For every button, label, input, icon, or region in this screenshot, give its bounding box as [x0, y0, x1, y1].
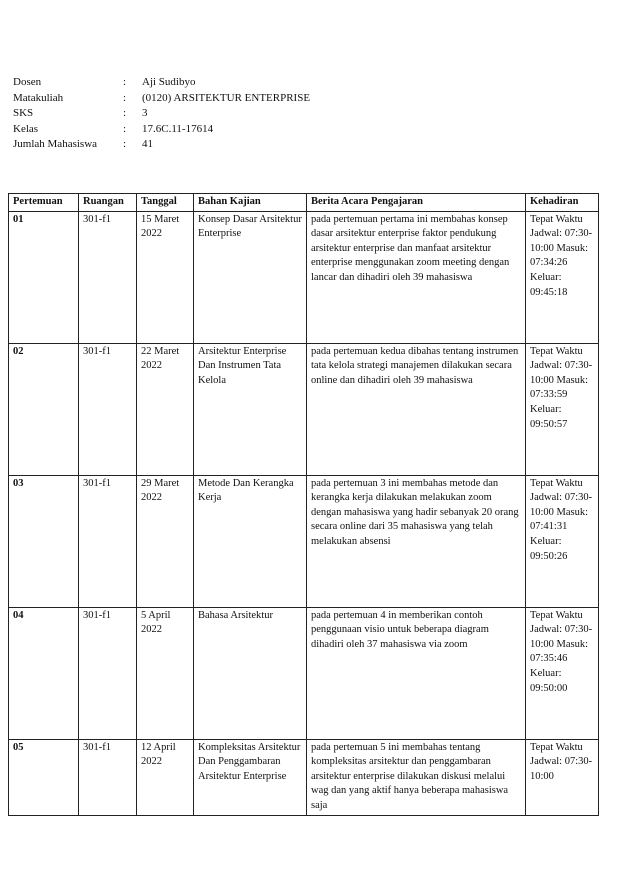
info-row-matakuliah — [13, 91, 310, 107]
cell-ruangan: 301-f1 — [79, 607, 137, 739]
cell-ruangan: 301-f1 — [79, 475, 137, 607]
header-ruangan: Ruangan — [79, 194, 137, 212]
cell-bahan-kajian: Bahasa Arsitektur — [194, 607, 307, 739]
header-pertemuan: Pertemuan — [9, 194, 79, 212]
cell-ruangan: 301-f1 — [79, 739, 137, 815]
cell-berita-acara: pada pertemuan kedua dibahas tentang instrumen tata kelola strategi manajemen dilakukan secara online dan dihadiri oleh 39 mahasiswa — [307, 343, 526, 475]
cell-tanggal: 12 April 2022 — [137, 739, 194, 815]
cell-tanggal: 15 Maret 2022 — [137, 211, 194, 343]
info-value: 17.6C.11-17614 — [142, 122, 214, 135]
attendance-table — [8, 193, 599, 816]
cell-tanggal: 22 Maret 2022 — [137, 343, 194, 475]
cell-kehadiran: Tepat Waktu Jadwal: 07:30- 10:00 Masuk: 07:33:59 Keluar: 09:50:57 — [526, 343, 599, 475]
header-tanggal: Tanggal — [137, 194, 194, 212]
info-value: 41 — [142, 138, 153, 151]
info-row-jumlah-mahasiswa — [13, 137, 310, 153]
table-row — [9, 211, 599, 343]
info-row-sks — [13, 106, 310, 122]
cell-kehadiran: Tepat Waktu Jadwal: 07:30- 10:00 — [526, 739, 599, 815]
cell-tanggal: 29 Maret 2022 — [137, 475, 194, 607]
cell-pertemuan: 01 — [9, 211, 79, 343]
info-colon: : — [123, 138, 127, 151]
info-colon: : — [123, 91, 127, 104]
info-value: Aji Sudibyo — [142, 76, 196, 88]
info-colon: : — [123, 122, 127, 135]
info-colon: : — [123, 107, 127, 120]
cell-kehadiran: Tepat Waktu Jadwal: 07:30- 10:00 Masuk: 07:34:26 Keluar: 09:45:18 — [526, 211, 599, 343]
info-label: Dosen — [13, 76, 42, 88]
info-label: SKS — [13, 107, 34, 120]
cell-kehadiran: Tepat Waktu Jadwal: 07:30- 10:00 Masuk: 07:41:31 Keluar: 09:50:26 — [526, 475, 599, 607]
cell-tanggal: 5 April 2022 — [137, 607, 194, 739]
cell-bahan-kajian: Metode Dan Kerangka Kerja — [194, 475, 307, 607]
info-label: Matakuliah — [13, 91, 64, 104]
cell-kehadiran: Tepat Waktu Jadwal: 07:30- 10:00 Masuk: 07:35:46 Keluar: 09:50:00 — [526, 607, 599, 739]
info-value: 3 — [142, 107, 148, 120]
info-label: Kelas — [13, 122, 39, 135]
info-value: (0120) ARSITEKTUR ENTERPRISE — [142, 91, 311, 104]
header-bahan-kajian: Bahan Kajian — [194, 194, 307, 212]
cell-ruangan: 301-f1 — [79, 343, 137, 475]
cell-pertemuan: 05 — [9, 739, 79, 815]
cell-pertemuan: 02 — [9, 343, 79, 475]
cell-bahan-kajian: Konsep Dasar Arsitektur Enterprise — [194, 211, 307, 343]
table-header-row — [9, 194, 599, 212]
table-row — [9, 343, 599, 475]
info-colon: : — [123, 76, 127, 88]
table-row — [9, 607, 599, 739]
cell-berita-acara: pada pertemuan 4 in memberikan contoh penggunaan visio untuk beberapa diagram dihadiri oleh 37 mahasiswa via zoom — [307, 607, 526, 739]
cell-berita-acara: pada pertemuan 3 ini membahas metode dan kerangka kerja dilakukan melakukan zoom dengan mahasiswa yang hadir sebanyak 20 orang secara online dari 35 mahasiswa yang telah melakukan absensi — [307, 475, 526, 607]
cell-bahan-kajian: Arsitektur Enterprise Dan Instrumen Tata Kelola — [194, 343, 307, 475]
cell-bahan-kajian: Kompleksitas Arsitektur Dan Penggambaran Arsitektur Enterprise — [194, 739, 307, 815]
header-kehadiran: Kehadiran — [526, 194, 599, 212]
header-berita-acara: Berita Acara Pengajaran — [307, 194, 526, 212]
cell-berita-acara: pada pertemuan pertama ini membahas konsep dasar arsitektur enterprise faktor pendukung arsitektur enterprise dan manfaat arsitektur enterprise menggunakan zoom meeting dengan lancar dan dihadiri oleh 39 mahasiswa — [307, 211, 526, 343]
cell-pertemuan: 03 — [9, 475, 79, 607]
cell-berita-acara: pada pertemuan 5 ini membahas tentang kompleksitas arsitektur dan penggambaran arsitektur enterprise dilakukan diskusi melalui wag dan yang aktif hanya beberapa mahasiswa saja — [307, 739, 526, 815]
table-row — [9, 475, 599, 607]
table-row — [9, 739, 599, 815]
info-row-kelas — [13, 122, 310, 138]
cell-ruangan: 301-f1 — [79, 211, 137, 343]
info-label: Jumlah Mahasiswa — [13, 138, 98, 151]
course-info — [13, 75, 310, 153]
info-row-dosen — [13, 75, 310, 91]
cell-pertemuan: 04 — [9, 607, 79, 739]
